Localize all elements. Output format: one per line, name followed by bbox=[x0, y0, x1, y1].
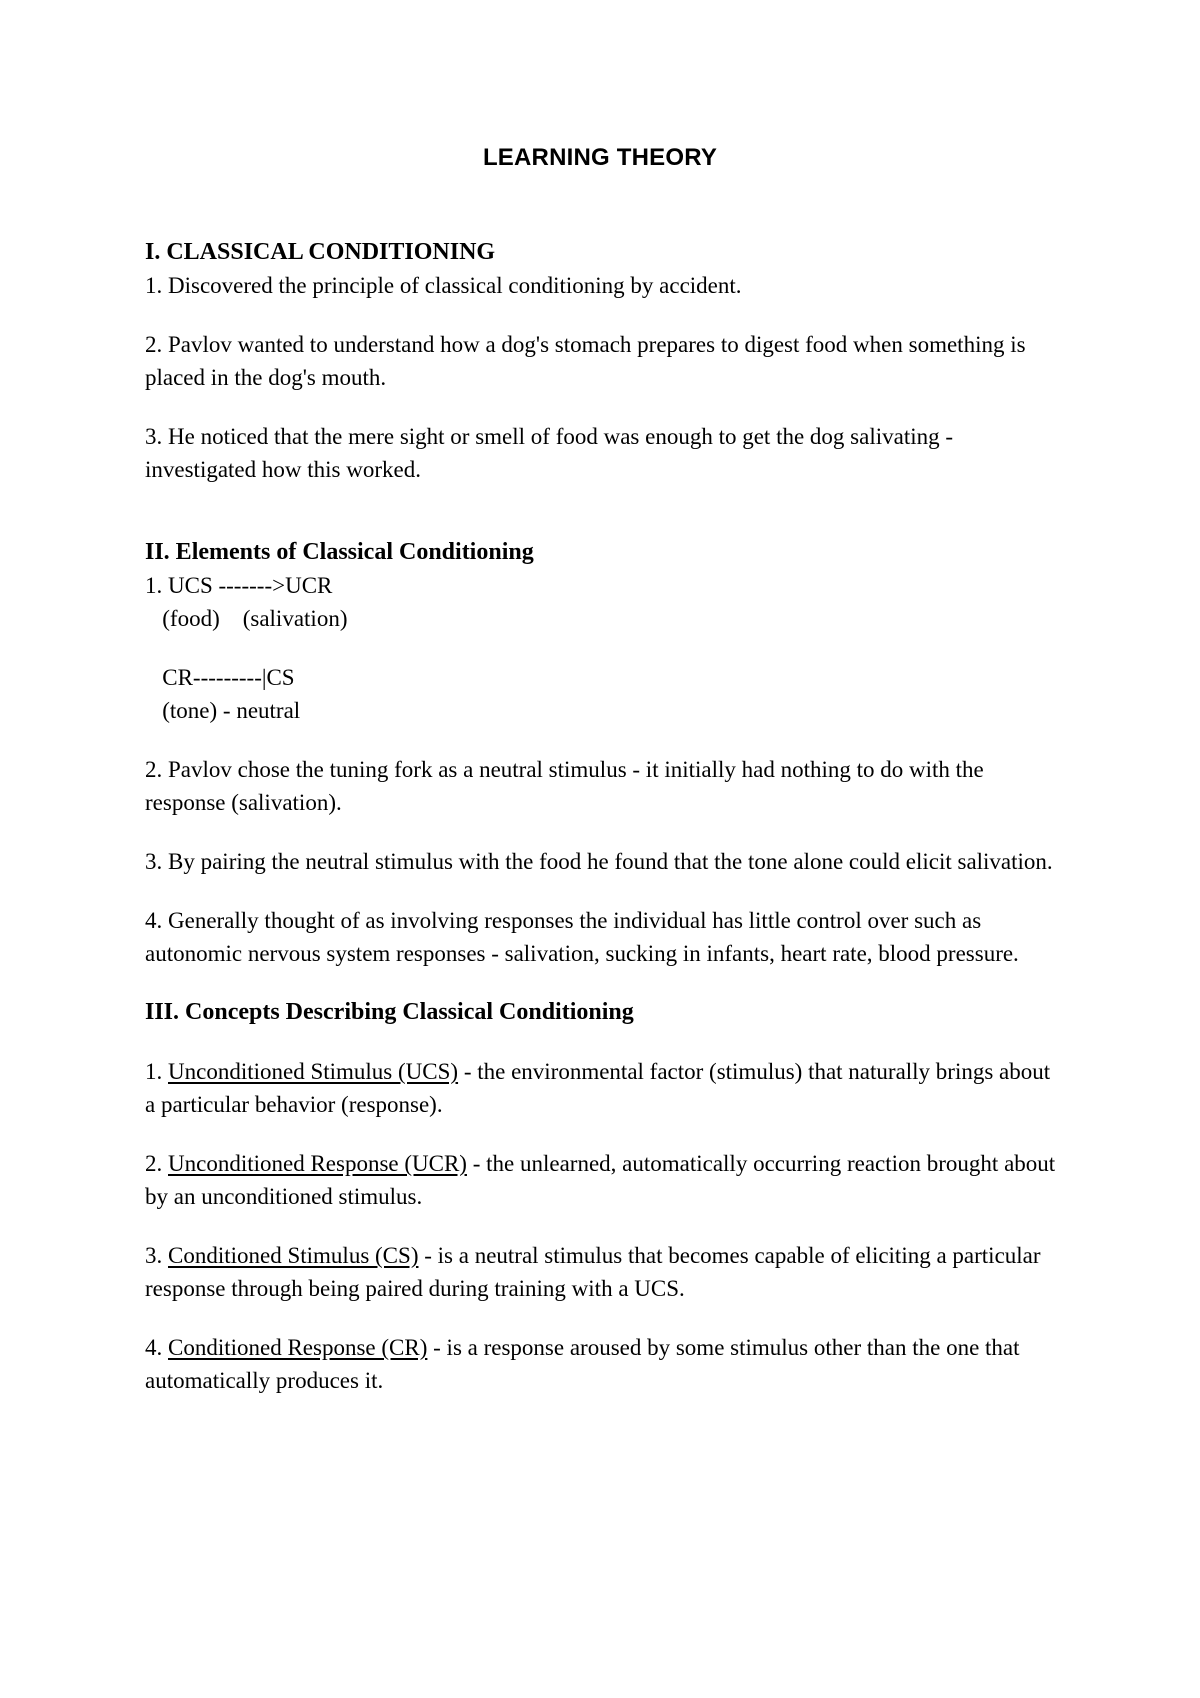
list-item: 3. He noticed that the mere sight or smell of food was enough to get the dog salivating - investigated how this worked. bbox=[145, 424, 959, 482]
concept-number: 2. bbox=[145, 1151, 168, 1176]
concept-definition: - the environmental factor (stimulus) that naturally brings about a particular behavior (response). bbox=[145, 1059, 1056, 1117]
diagram-line-tone-neutral: (tone) - neutral bbox=[145, 698, 301, 723]
concept-number: 4. bbox=[145, 1335, 168, 1360]
section-heading: III. Concepts Describing Classical Conditioning bbox=[145, 999, 634, 1025]
concept-definition: - is a neutral stimulus that becomes capable of eliciting a particular response through being paired during training with a UCS. bbox=[145, 1243, 1047, 1301]
list-item: 4. Generally thought of as involving responses the individual has little control over such as autonomic nervous system responses - salivation, sucking in infants, heart rate, blood pressure. bbox=[145, 908, 1019, 966]
concept-item bbox=[145, 1331, 1065, 1397]
concept-item bbox=[145, 1147, 1065, 1213]
diagram-spacer bbox=[145, 635, 1065, 661]
list-item: 3. By pairing the neutral stimulus with the food he found that the tone alone could elicit salivation. bbox=[145, 849, 1053, 874]
paragraph-spacer bbox=[145, 727, 1065, 753]
concept-term: Unconditioned Stimulus (UCS) bbox=[168, 1059, 459, 1084]
conditioning-diagram bbox=[145, 569, 1065, 727]
list-item: 1. Discovered the principle of classical conditioning by accident. bbox=[145, 273, 742, 298]
section-concepts bbox=[145, 996, 1065, 1397]
concept-term: Unconditioned Response (UCR) bbox=[168, 1151, 467, 1176]
section-heading: I. CLASSICAL CONDITIONING bbox=[145, 239, 496, 265]
concept-number: 1. bbox=[145, 1059, 168, 1084]
diagram-line-cr-cs: CR---------|CS bbox=[145, 665, 295, 690]
document-title: LEARNING THEORY bbox=[482, 144, 718, 171]
list-item: 2. Pavlov wanted to understand how a dog's stomach prepares to digest food when something is placed in the dog's mouth. bbox=[145, 332, 1032, 390]
diagram-line-ucs-ucr: 1. UCS ------->UCR bbox=[145, 573, 333, 598]
section-spacer bbox=[145, 486, 1065, 536]
concept-definition: - is a response aroused by some stimulus other than the one that automatically produces it. bbox=[145, 1335, 1026, 1393]
document-body bbox=[145, 236, 1065, 1423]
concept-term: Conditioned Stimulus (CS) bbox=[168, 1243, 419, 1268]
diagram-line-food-salivation: (food) (salivation) bbox=[145, 606, 348, 631]
concept-item bbox=[145, 1055, 1065, 1121]
section-classical-conditioning bbox=[145, 236, 1065, 486]
section-elements bbox=[145, 536, 1065, 970]
concept-item bbox=[145, 1239, 1065, 1305]
concept-term: Conditioned Response (CR) bbox=[168, 1335, 428, 1360]
list-item: 2. Pavlov chose the tuning fork as a neutral stimulus - it initially had nothing to do with the response (salivation). bbox=[145, 757, 990, 815]
concept-definition: - the unlearned, automatically occurring reaction brought about by an unconditioned stimulus. bbox=[145, 1151, 1061, 1209]
concept-number: 3. bbox=[145, 1243, 168, 1268]
section-heading: II. Elements of Classical Conditioning bbox=[145, 539, 534, 565]
